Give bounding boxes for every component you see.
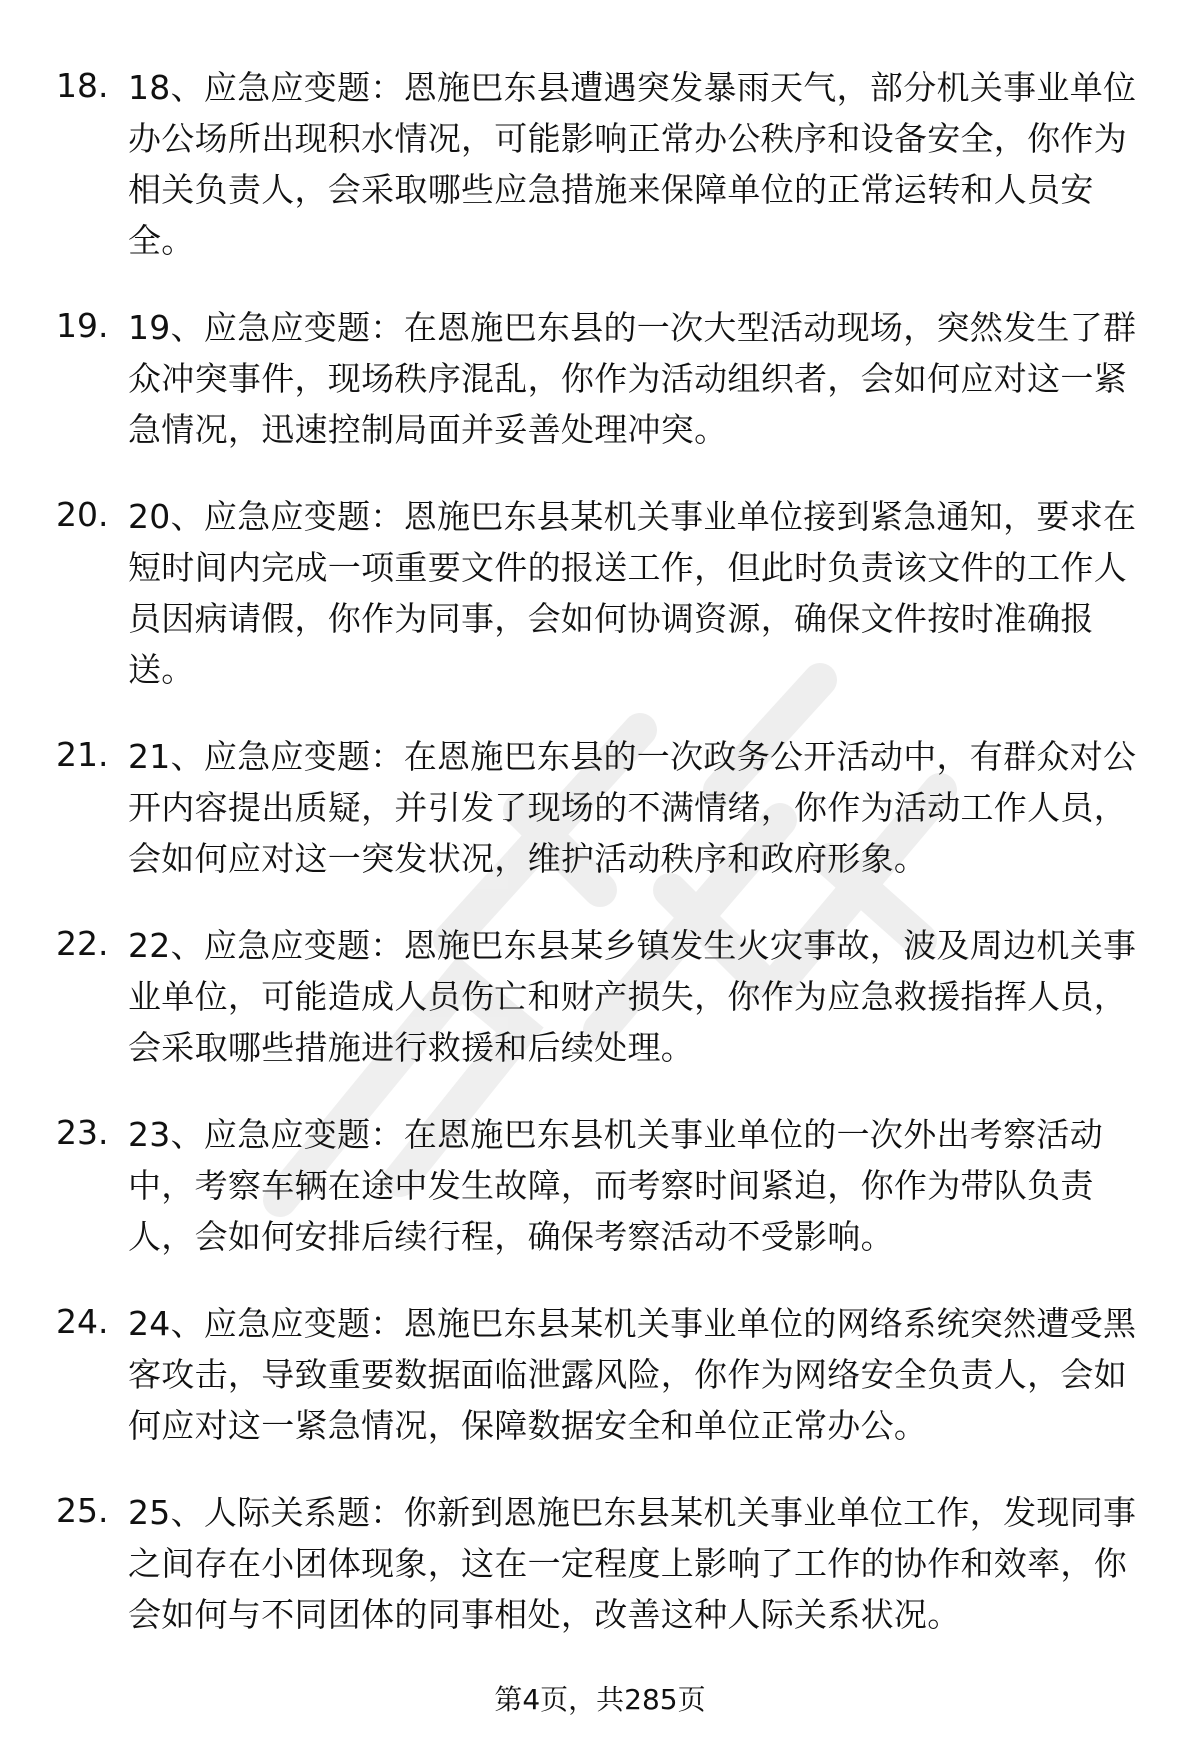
question-number: 19.: [56, 306, 109, 345]
page-footer: 第4页，共285页: [494, 1683, 706, 1716]
question-item: [56, 1109, 1146, 1262]
question-item: [56, 1487, 1146, 1640]
question-number: 22.: [56, 924, 109, 963]
question-item: [56, 731, 1146, 884]
question-text: 22、应急应变题：恩施巴东县某乡镇发生火灾事故，波及周边机关事业单位，可能造成人员伤亡和财产损失，你作为应急救援指挥人员，会采取哪些措施进行救援和后续处理。: [128, 926, 1137, 1067]
question-text: 23、应急应变题：在恩施巴东县机关事业单位的一次外出考察活动中，考察车辆在途中发生故障，而考察时间紧迫，你作为带队负责人，会如何安排后续行程，确保考察活动不受影响。: [128, 1115, 1103, 1256]
question-text: 21、应急应变题：在恩施巴东县的一次政务公开活动中，有群众对公开内容提出质疑，并引发了现场的不满情绪，你作为活动工作人员，会如何应对这一突发状况，维护活动秩序和政府形象。: [128, 737, 1137, 878]
question-text: 20、应急应变题：恩施巴东县某机关事业单位接到紧急通知，要求在短时间内完成一项重要文件的报送工作，但此时负责该文件的工作人员因病请假，你作为同事，会如何协调资源，确保文件按时准确报送。: [128, 497, 1137, 689]
question-text: 18、应急应变题：恩施巴东县遭遇突发暴雨天气，部分机关事业单位办公场所出现积水情况，可能影响正常办公秩序和设备安全，你作为相关负责人，会采取哪些应急措施来保障单位的正常运转和人员安全。: [128, 68, 1137, 260]
question-number: 18.: [56, 66, 109, 105]
question-item: [56, 920, 1146, 1073]
question-text: 24、应急应变题：恩施巴东县某机关事业单位的网络系统突然遭受黑客攻击，导致重要数据面临泄露风险，你作为网络安全负责人，会如何应对这一紧急情况，保障数据安全和单位正常办公。: [128, 1304, 1137, 1445]
question-number: 21.: [56, 735, 109, 774]
question-text: 19、应急应变题：在恩施巴东县的一次大型活动现场，突然发生了群众冲突事件，现场秩序混乱，你作为活动组织者，会如何应对这一紧急情况，迅速控制局面并妥善处理冲突。: [128, 308, 1137, 449]
question-item: [56, 1298, 1146, 1451]
question-number: 23.: [56, 1113, 109, 1152]
question-item: [56, 62, 1146, 266]
question-number: 25.: [56, 1491, 109, 1530]
question-number: 24.: [56, 1302, 109, 1341]
question-number: 20.: [56, 495, 109, 534]
question-list: [56, 62, 1146, 1676]
question-item: [56, 302, 1146, 455]
question-item: [56, 491, 1146, 695]
question-text: 25、人际关系题：你新到恩施巴东县某机关事业单位工作，发现同事之间存在小团体现象，这在一定程度上影响了工作的协作和效率，你会如何与不同团体的同事相处，改善这种人际关系状况。: [128, 1493, 1137, 1634]
